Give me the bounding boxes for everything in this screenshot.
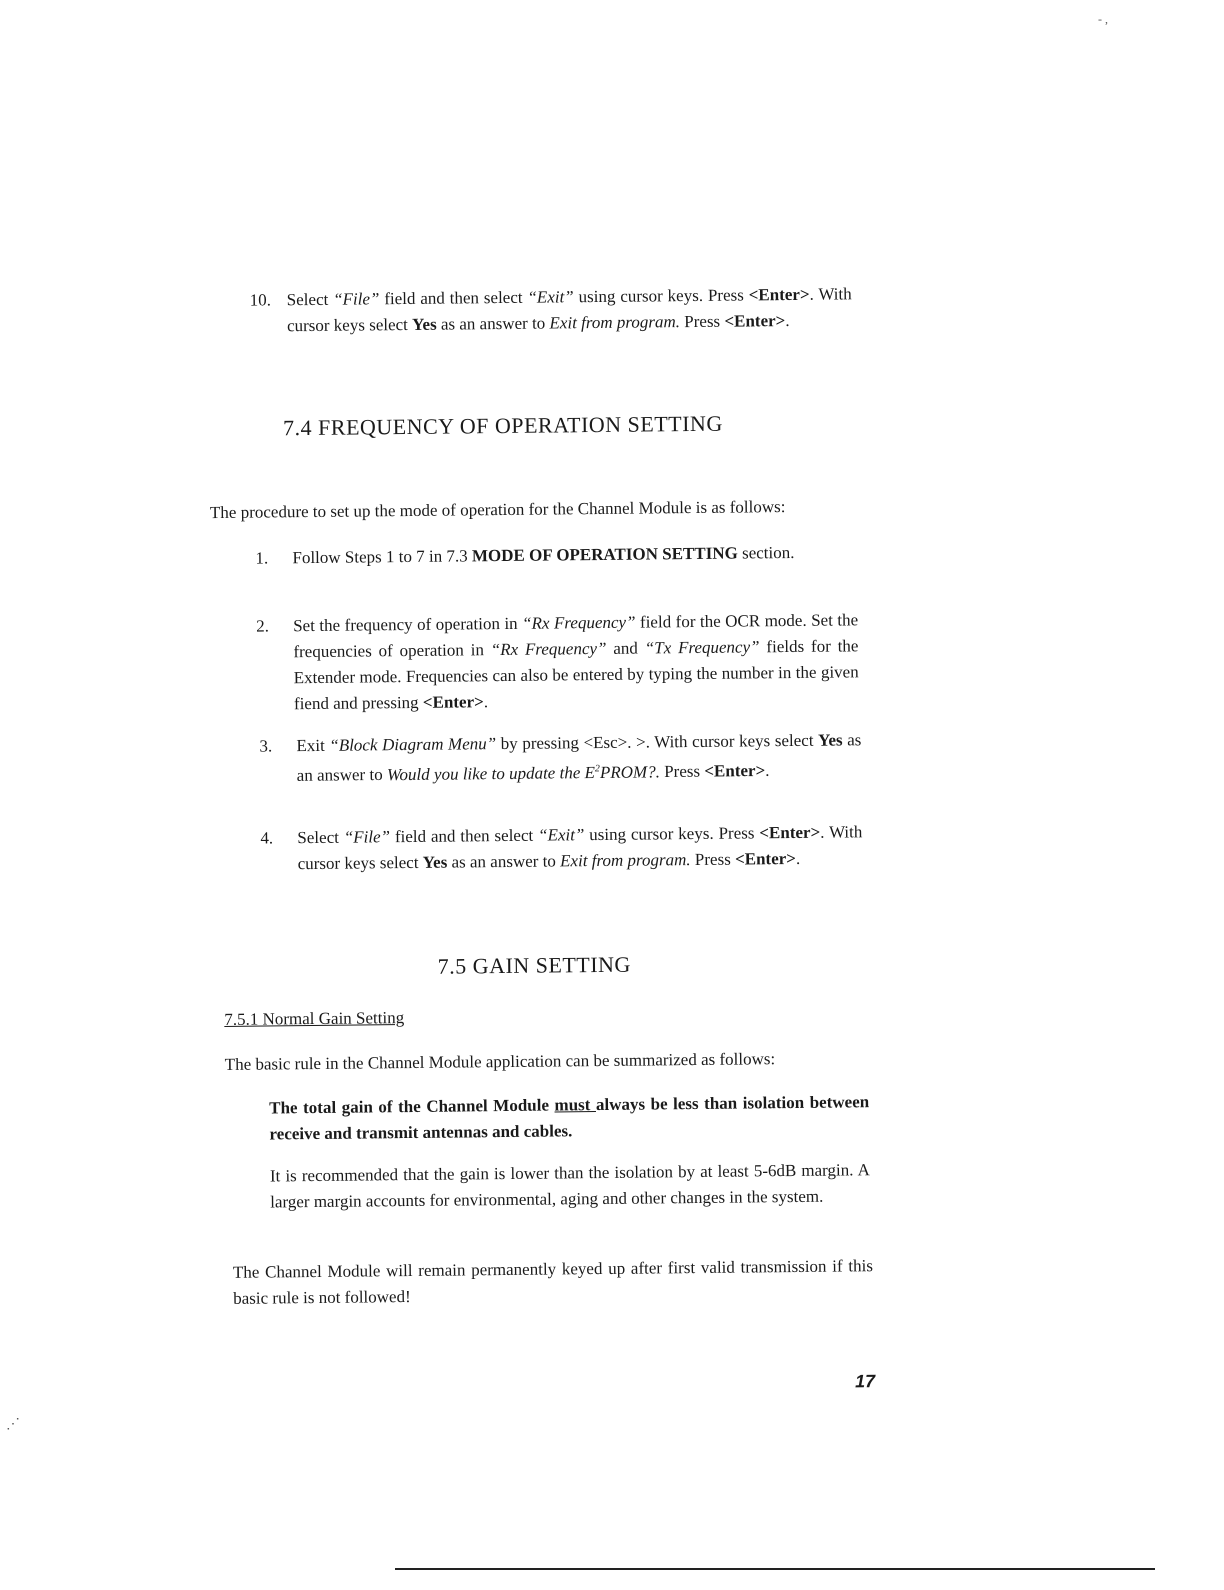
scan-mark: - , (1098, 12, 1108, 26)
scan-mark: ⋰ (6, 1417, 20, 1432)
block-diagram-menu-ref: “Block Diagram Menu” (329, 734, 497, 755)
text: . (795, 848, 801, 868)
item-4-number: 4. (260, 828, 274, 848)
tx-frequency-ref: “Tx Frequency” (644, 637, 760, 658)
list-item-1 (255, 539, 860, 568)
item-1-text (292, 539, 857, 571)
text: Would you like to update the E (386, 762, 596, 784)
must-emphasis: must (554, 1095, 597, 1115)
text: as an answer to (296, 730, 862, 785)
warning-paragraph: The Channel Module will remain permanently keyed up after first valid transmission if this basic rule is not followed! (232, 1256, 873, 1308)
text: as an answer to (447, 851, 561, 872)
text: Press (679, 311, 725, 332)
text: Exit (296, 735, 330, 756)
text: . (785, 310, 790, 331)
enter-key: <Enter> (422, 692, 484, 712)
enter-key: <Enter> (704, 760, 766, 781)
text: Select (286, 289, 334, 310)
page-number: 17 (854, 1371, 876, 1392)
list-item-2 (256, 607, 861, 714)
exit-ref: “Exit” (527, 287, 574, 307)
text: Select (297, 827, 344, 848)
enter-key: <Enter> (759, 822, 821, 843)
exit-question: Exit from program. (560, 850, 691, 871)
text: fields for the Extender mode. Frequencies can also be entered by typing the number in the given fiend and pressing (293, 636, 859, 714)
yes-answer: Yes (412, 314, 437, 334)
step-10-number: 10. (249, 290, 272, 310)
rx-frequency-ref: “Rx Frequency” (522, 612, 636, 633)
exit-question: Exit from program. (549, 312, 681, 333)
text: . With cursor keys select (297, 822, 863, 874)
text: field and then select (379, 287, 528, 309)
subsection-7-5-1-heading: 7.5.1 Normal Gain Setting (224, 1008, 405, 1029)
enter-key: <Enter> (748, 284, 810, 305)
section-reference: MODE OF OPERATION SETTING (471, 543, 738, 566)
exit-ref: “Exit” (537, 825, 585, 845)
text: Press (690, 849, 736, 870)
text: as an answer to (436, 313, 550, 334)
file-field-ref: “File” (333, 289, 380, 309)
text: . (765, 760, 770, 780)
text: using cursor keys. Press (584, 823, 760, 845)
text: and (606, 638, 645, 658)
file-field-ref: “File” (343, 827, 391, 847)
list-item-4 (260, 819, 865, 874)
text: always be less than isolation between receive and transmit antennas and cables. (269, 1092, 870, 1144)
enter-key: <Enter> (734, 848, 797, 869)
text: using cursor keys. Press (573, 285, 749, 307)
item-3-number: 3. (259, 736, 273, 756)
text: . With cursor keys select (286, 284, 852, 336)
superscript: 2 (594, 762, 600, 775)
yes-answer: Yes (422, 852, 448, 872)
text: . (483, 692, 489, 712)
text: field for the OCR mode. Set the frequencies of operation in (293, 610, 859, 662)
text: section. (737, 542, 795, 563)
item-3-text (296, 727, 862, 789)
section-7-4-intro: The procedure to set up the mode of operation for the Channel Module is as follows: (209, 497, 786, 523)
enter-key: <Enter> (724, 311, 786, 331)
bottom-scan-edge (395, 1568, 1155, 1570)
text: Press (659, 761, 705, 782)
item-2-text (293, 607, 859, 717)
text: by pressing <Esc>. >. With cursor keys select (496, 730, 819, 754)
eeprom-question (387, 762, 660, 784)
section-7-4-heading: 7.4 FREQUENCY OF OPERATION SETTING (282, 410, 723, 441)
recommendation-paragraph: It is recommended that the gain is lower than the isolation by at least 5-6dB margin. A larger margin accounts for environmental, aging and other changes in the system. (269, 1160, 870, 1212)
text: field and then select (389, 825, 539, 847)
item-4-text (297, 819, 863, 877)
basic-rule-statement (269, 1089, 870, 1147)
item-2-number: 2. (256, 616, 270, 636)
step-10-text (287, 281, 853, 339)
text: Follow Steps 1 to 7 in 7.3 (292, 546, 473, 568)
section-7-5-heading: 7.5 GAIN SETTING (437, 951, 632, 979)
text: Set the frequency of operation in (293, 613, 523, 636)
list-item-3 (259, 727, 864, 785)
text: PROM?. (599, 762, 661, 782)
section-7-5-1-intro: The basic rule in the Channel Module application can be summarized as follows: (224, 1049, 776, 1074)
step-10 (249, 281, 855, 336)
yes-answer: Yes (817, 730, 843, 750)
rx-frequency-ref: “Rx Frequency” (490, 638, 607, 660)
text: The total gain of the Channel Module (269, 1095, 555, 1118)
item-1-number: 1. (255, 548, 269, 568)
